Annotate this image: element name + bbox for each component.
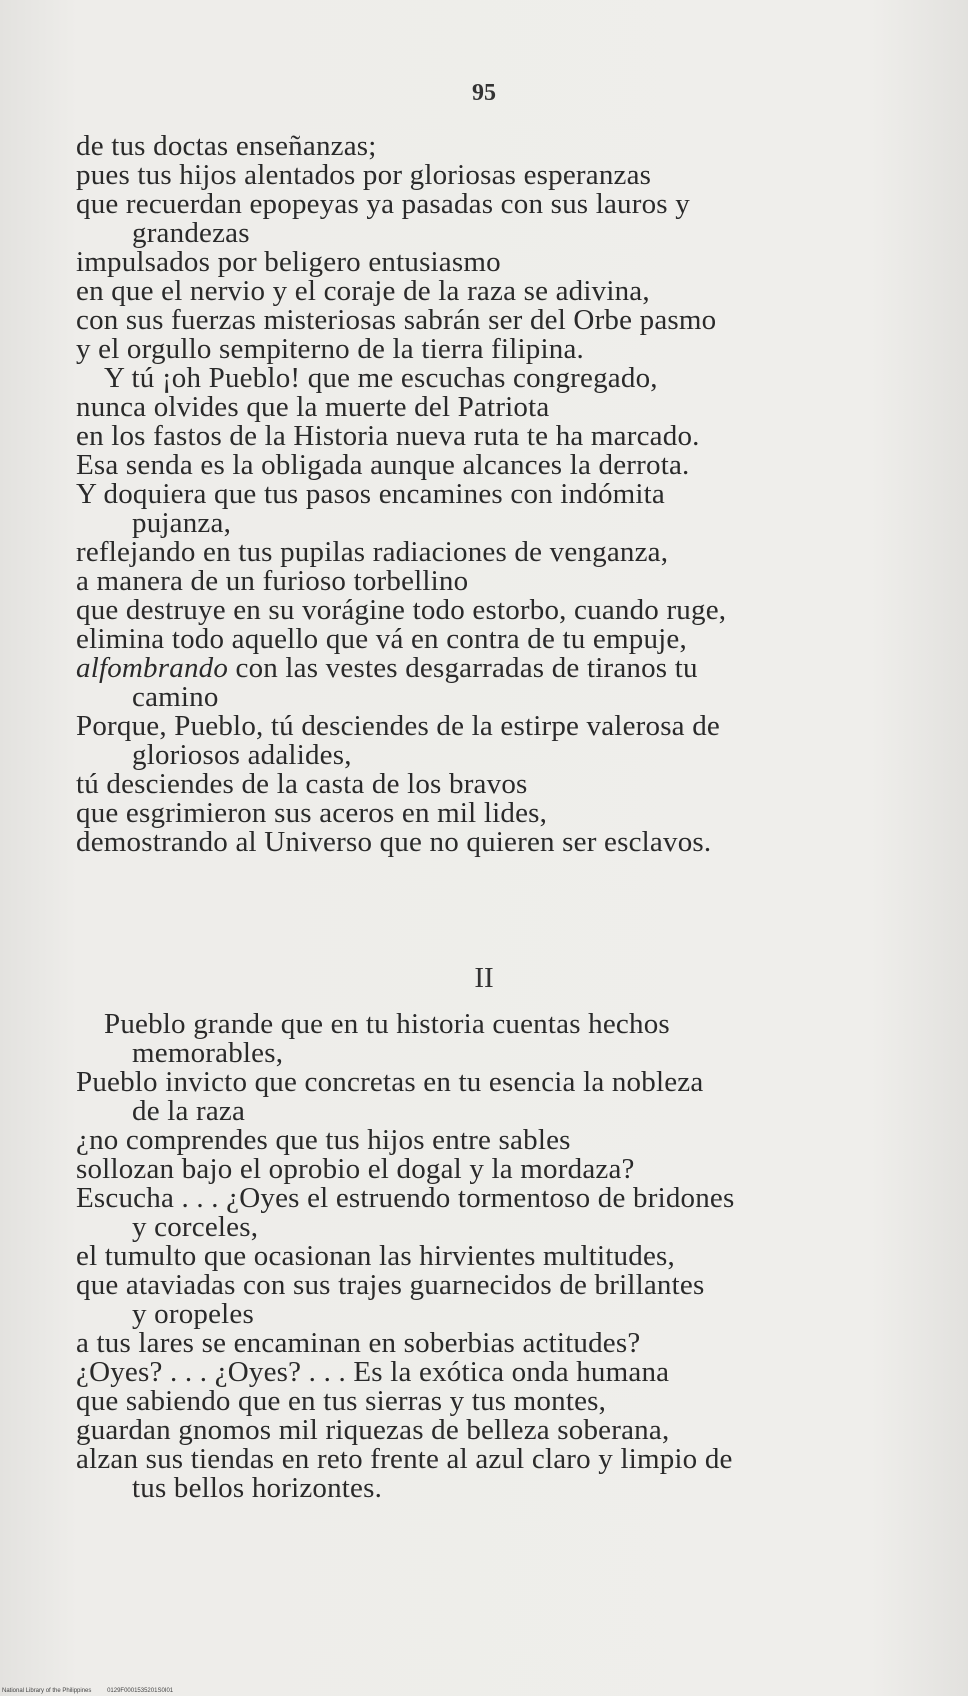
scan-footer bbox=[2, 1688, 173, 1694]
poem-line: nunca olvides que la muerte del Patriota bbox=[76, 391, 550, 423]
italic-word: alfombrando bbox=[76, 652, 229, 684]
poem-line: impulsados por beligero entusiasmo bbox=[76, 246, 501, 278]
poem-line: Y doquiera que tus pasos encamines con indómita bbox=[76, 478, 665, 510]
poem-line: que sabiendo que en tus sierras y tus montes, bbox=[76, 1385, 607, 1417]
poem-line: a manera de un furioso torbellino bbox=[76, 565, 469, 597]
poem-line: tus bellos horizontes. bbox=[132, 1472, 383, 1504]
poem-line: Porque, Pueblo, tú desciendes de la estirpe valerosa de bbox=[76, 710, 720, 742]
footer-library: National Library of the Philippines bbox=[2, 1688, 92, 1694]
poem-line: alzan sus tiendas en reto frente al azul claro y limpio de bbox=[76, 1443, 733, 1475]
poem-line: que recuerdan epopeyas ya pasadas con sus lauros y bbox=[76, 188, 690, 220]
poem-line: Pueblo invicto que concretas en tu esencia la nobleza bbox=[76, 1066, 704, 1098]
poem-line: pujanza, bbox=[132, 507, 232, 539]
poem-line: que destruye en su vorágine todo estorbo, cuando ruge, bbox=[76, 594, 727, 626]
poem-line: ¿no comprendes que tus hijos entre sables bbox=[76, 1124, 571, 1156]
poem-line: y oropeles bbox=[132, 1298, 254, 1330]
poem-line: pues tus hijos alentados por gloriosas esperanzas bbox=[76, 159, 652, 191]
poem-line: y el orgullo sempiterno de la tierra filipina. bbox=[76, 333, 584, 365]
poem-line: en los fastos de la Historia nueva ruta te ha marcado. bbox=[76, 420, 700, 452]
poem-line: que esgrimieron sus aceros en mil lides, bbox=[76, 797, 548, 829]
poem-line: grandezas bbox=[132, 217, 250, 249]
poem-line: memorables, bbox=[132, 1037, 284, 1069]
poem-line: de la raza bbox=[132, 1095, 246, 1127]
poem-line: Esa senda es la obligada aunque alcances la derrota. bbox=[76, 449, 690, 481]
poem-line: que ataviadas con sus trajes guarnecidos de brillantes bbox=[76, 1269, 705, 1301]
stanza-one bbox=[76, 132, 921, 857]
poem-line: en que el nervio y el coraje de la raza se adivina, bbox=[76, 275, 650, 307]
poem-line-rest: con las vestes desgarradas de tiranos tu bbox=[235, 652, 698, 684]
poem-line: a tus lares se encaminan en soberbias actitudes? bbox=[76, 1327, 641, 1359]
poem-line: con sus fuerzas misteriosas sabrán ser del Orbe pasmo bbox=[76, 304, 717, 336]
poem-line: sollozan bajo el oprobio el dogal y la mordaza? bbox=[76, 1153, 635, 1185]
poem-line: guardan gnomos mil riquezas de belleza soberana, bbox=[76, 1414, 670, 1446]
poem-line: Pueblo grande que en tu historia cuentas hechos bbox=[104, 1008, 670, 1040]
poem-line: camino bbox=[132, 681, 219, 713]
page-number: 95 bbox=[472, 80, 496, 106]
poem-line: reflejando en tus pupilas radiaciones de venganza, bbox=[76, 536, 669, 568]
poem-line: ¿Oyes? . . . ¿Oyes? . . . Es la exótica onda humana bbox=[76, 1356, 670, 1388]
stanza-two bbox=[76, 1010, 921, 1503]
poem-line: el tumulto que ocasionan las hirvientes multitudes, bbox=[76, 1240, 675, 1272]
poem-line: Y tú ¡oh Pueblo! que me escuchas congregado, bbox=[104, 362, 658, 394]
poem-line: tú desciendes de la casta de los bravos bbox=[76, 768, 528, 800]
poem-line: Escucha . . . ¿Oyes el estruendo tormentoso de bridones bbox=[76, 1182, 735, 1214]
poem-line bbox=[76, 654, 921, 683]
poem-line: gloriosos adalides, bbox=[132, 739, 352, 771]
poem-line: y corceles, bbox=[132, 1211, 259, 1243]
poem-line: elimina todo aquello que vá en contra de tu empuje, bbox=[76, 623, 687, 655]
footer-code: 0129F0001535201S0I01 bbox=[107, 1688, 174, 1694]
poem-line: de tus doctas enseñanzas; bbox=[76, 130, 377, 162]
section-numeral: II bbox=[474, 962, 494, 994]
poem-line: demostrando al Universo que no quieren ser esclavos. bbox=[76, 826, 712, 858]
